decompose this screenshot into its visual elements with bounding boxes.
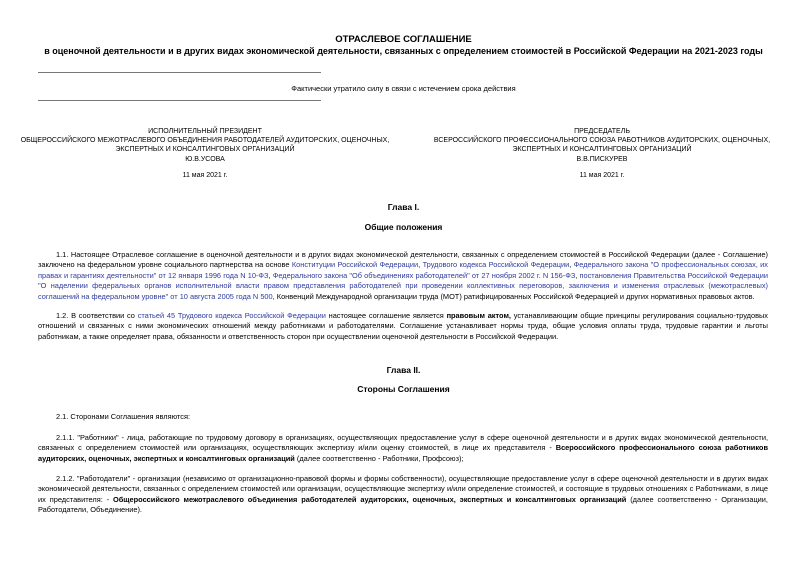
- chapter-1-title: Общие положения: [364, 222, 443, 232]
- chapter-2-label: Глава II.: [386, 365, 421, 375]
- paragraph-text: ,: [418, 260, 423, 270]
- signatory-org-line: ЭКСПЕРТНЫХ И КОНСАЛТИНГОВЫХ ОРГАНИЗАЦИЙ: [512, 146, 692, 154]
- paragraph-text: настоящее соглашение является: [325, 311, 447, 320]
- signatory-position: ПРЕДСЕДАТЕЛЬ: [574, 128, 630, 135]
- link-trade-unions-law[interactable]: Федерального закона "О профессиональных союзах, их правах и гарантиях деятельности" от 12 января 1996 года N 10-ФЗ: [38, 260, 769, 280]
- signatory-org-line: ЭКСПЕРТНЫХ И КОНСАЛТИНГОВЫХ ОРГАНИЗАЦИЙ: [115, 146, 295, 154]
- paragraph-text: ,: [575, 270, 580, 280]
- signatory-name: В.В.ПИСКУРЕВ: [576, 155, 628, 163]
- paragraph-text: ,: [268, 270, 273, 280]
- signatory-left: [20, 127, 390, 164]
- paragraph-text: ,: [569, 260, 574, 270]
- paragraph-text: (далее соответственно - Работники, Профсоюз);: [294, 453, 464, 463]
- bold-text: Общероссийского межотраслевого объединения работодателей аудиторских, оценочных, экспертных и консалтинговых организаций: [112, 494, 627, 504]
- signatory-name: Ю.В.УСОВА: [185, 155, 225, 163]
- link-employers-associations-law[interactable]: Федерального закона "Об объединениях работодателей" от 27 ноября 2002 г. N 156-ФЗ: [272, 270, 576, 280]
- signature-date-right: 11 мая 2021 г.: [579, 172, 625, 179]
- paragraph-2-1-1: [38, 433, 768, 464]
- status-note: Фактически утратило силу в связи с истечением срока действия: [291, 84, 516, 93]
- paragraph-text: (далее соответственно - Организации, Работодатели, Объединение).: [38, 494, 768, 515]
- chapter-2-title: Стороны Соглашения: [357, 384, 450, 394]
- link-article-45[interactable]: статьей 45 Трудового кодекса Российской Федерации: [137, 311, 326, 320]
- paragraph-text: , Конвенций Международной организации труда (МОТ) ратифицированных Российской Федерацией и других нормативных правовых актов.: [272, 291, 755, 301]
- divider-top: [38, 72, 321, 73]
- paragraph-text: 2.1.2. "Работодатели" - организации (независимо от организационно-правовой формы и формы собственности), осуществляющие предоставление услуг в сфере оценочной деятельности и в других видах экономической деятельности, связанных с определением стоимостей или организации, осуществляющие экспертизу и/или определение стоимостей, и состоящие в трудовых отношениях с Работниками, в лице их представителя: -: [38, 474, 768, 504]
- bold-text: Всероссийского профессионального союза работников аудиторских, оценочных, экспертных и консалтинговых организаций: [38, 443, 768, 463]
- paragraph-2-1: 2.1. Сторонами Соглашения являются:: [56, 412, 191, 421]
- link-government-decree[interactable]: постановления Правительства Российской Федерации "О наделении федеральных органов исполнительной власти правом представления работодателей при проведении коллективных переговоров, заключения и изменения отраслевых (межотраслевых) соглашений на федеральном уровне" от 10 августа 2005 года N 500: [38, 270, 769, 301]
- document-subtitle: в оценочной деятельности и в других видах экономической деятельности, связанных с определением стоимостей в Российской Федерации на 2021-2023 годы: [44, 46, 763, 56]
- paragraph-text: 1.2. В соответствии со: [56, 311, 138, 320]
- bold-text: правовым актом,: [446, 311, 511, 320]
- link-labor-code[interactable]: Трудового кодекса Российской Федерации: [422, 260, 570, 270]
- document-title: ОТРАСЛЕВОЕ СОГЛАШЕНИЕ: [335, 34, 472, 45]
- paragraph-1-2: [38, 311, 768, 342]
- chapter-1-label: Глава I.: [387, 202, 420, 212]
- paragraph-text: устанавливающим общие принципы регулирования социально-трудовых отношений и связанных с ними экономических отношений между работниками и работодателями. Соглашение устанавливает нормы труда, общие условия оплаты труда, трудовые гарантии и льготы работникам, а также определяет права, обязанности и ответственность сторон при осуществлении оценочной деятельности в Российской Федерации.: [38, 311, 768, 341]
- paragraph-2-1-2: [38, 474, 768, 516]
- paragraph-text: 2.1.1. "Работники" - лица, работающие по трудовому договору в организациях, осуществляющих предоставление услуг в сфере оценочной деятельности и в других видах экономической деятельности, связанных с определением стоимостей или организациях, осуществляющих экспертизу и/или оценку стоимостей, в лице их представителя -: [38, 433, 768, 453]
- link-constitution[interactable]: Конституции Российской Федерации: [291, 260, 419, 270]
- signatory-position: ИСПОЛНИТЕЛЬНЫЙ ПРЕЗИДЕНТ: [148, 128, 262, 135]
- signatory-right: [417, 127, 787, 164]
- paragraph-1-1: [38, 250, 768, 302]
- divider-bottom: [38, 100, 321, 101]
- signatory-org-line: ВСЕРОССИЙСКОГО ПРОФЕССИОНАЛЬНОГО СОЮЗА РАБОТНИКОВ АУДИТОРСКИХ, ОЦЕНОЧНЫХ,: [433, 137, 771, 145]
- paragraph-text: 1.1. Настоящее Отраслевое соглашение в оценочной деятельности и в других видах экономической деятельности, связанных с определением стоимостей в Российской Федерации (далее - Соглашение) заключено на федеральном уровне социального партнерства на основе: [38, 250, 768, 270]
- signature-date-left: 11 мая 2021 г.: [182, 172, 228, 179]
- signatory-org-line: ОБЩЕРОССИЙСКОГО МЕЖОТРАСЛЕВОГО ОБЪЕДИНЕНИЯ РАБОТОДАТЕЛЕЙ АУДИТОРСКИХ, ОЦЕНОЧНЫХ,: [20, 137, 390, 145]
